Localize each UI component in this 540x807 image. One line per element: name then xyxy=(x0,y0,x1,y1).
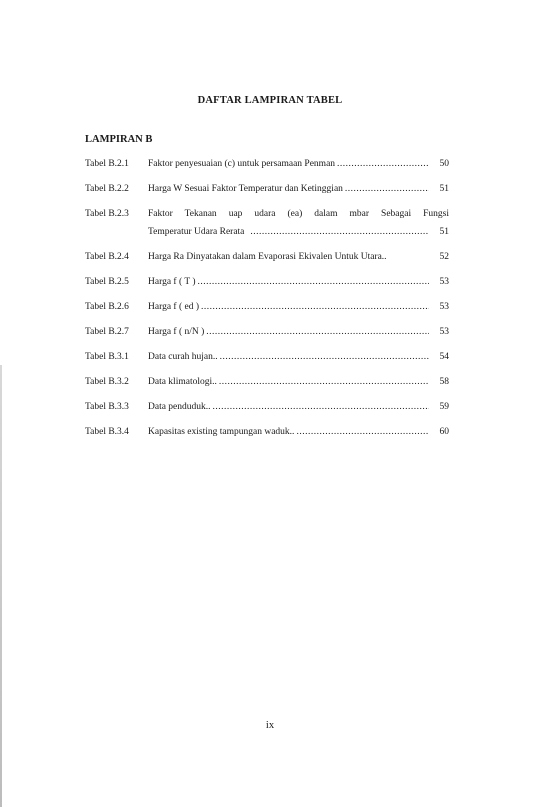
toc-entry-code: Tabel B.3.2 xyxy=(85,377,129,387)
toc-entry xyxy=(85,400,449,414)
toc-entry-page: 50 xyxy=(439,159,449,169)
toc-entry xyxy=(85,275,449,289)
toc-entry-code: Tabel B.3.1 xyxy=(85,352,129,362)
toc-entry-title: Harga f ( n/N ) xyxy=(148,327,205,337)
scan-page-edge xyxy=(0,365,2,807)
dot-leader xyxy=(201,300,429,314)
toc-entry xyxy=(85,350,449,364)
dot-leader xyxy=(206,325,429,339)
toc-entry xyxy=(85,157,449,171)
toc-entry xyxy=(85,300,449,314)
toc-entry-page: 51 xyxy=(439,227,449,237)
dot-leader xyxy=(213,400,429,414)
toc-entry-page: 59 xyxy=(439,402,449,412)
toc-entry-code: Tabel B.2.3 xyxy=(85,209,129,219)
toc-entry-page: 51 xyxy=(439,184,449,194)
dot-leader xyxy=(220,350,429,364)
toc-entry-code: Tabel B.2.5 xyxy=(85,277,129,287)
dot-leader xyxy=(219,375,429,389)
toc-entry-title: Data penduduk.. xyxy=(148,402,211,412)
toc-entry-page: 52 xyxy=(439,252,449,262)
dot-leader xyxy=(250,225,429,239)
toc-entry-title-line2: Temperatur Udara Rerata xyxy=(148,227,245,237)
dot-leader xyxy=(198,275,430,289)
dot-leader xyxy=(296,425,429,439)
toc-entry-code: Tabel B.3.3 xyxy=(85,402,129,412)
toc-entry-page: 54 xyxy=(439,352,449,362)
toc-entry-code: Tabel B.2.6 xyxy=(85,302,129,312)
toc-entry-title: Harga f ( T ) xyxy=(148,277,196,287)
dot-leader xyxy=(337,157,429,171)
toc-entry-title: Faktor penyesuaian (c) untuk persamaan Penman xyxy=(148,159,336,169)
toc-entry xyxy=(85,250,449,264)
toc-entry-page: 53 xyxy=(439,277,449,287)
page-title: DAFTAR LAMPIRAN TABEL xyxy=(197,95,343,106)
page-number: ix xyxy=(265,720,275,731)
toc-entry-page: 58 xyxy=(439,377,449,387)
toc-entry xyxy=(85,325,449,339)
toc-entry xyxy=(85,207,449,239)
toc-entry-code: Tabel B.2.7 xyxy=(85,327,129,337)
toc-entry-title: Harga Ra Dinyatakan dalam Evaporasi Ekivalen Untuk Utara.. xyxy=(148,252,387,262)
toc-entry-title: Data klimatologi.. xyxy=(148,377,217,387)
toc-entry xyxy=(85,182,449,196)
toc-entry-title: Kapasitas existing tampungan waduk.. xyxy=(148,427,295,437)
toc-entry-title: Harga W Sesuai Faktor Temperatur dan Ketinggian xyxy=(148,184,343,194)
toc-entry-page: 53 xyxy=(439,302,449,312)
toc-entry xyxy=(85,375,449,389)
section-heading: LAMPIRAN B xyxy=(85,134,153,145)
toc-entry-title: Harga f ( ed ) xyxy=(148,302,199,312)
toc-entry-code: Tabel B.2.4 xyxy=(85,252,129,262)
toc-entry-code: Tabel B.2.2 xyxy=(85,184,129,194)
toc-entry-page: 53 xyxy=(439,327,449,337)
dot-leader xyxy=(345,182,429,196)
toc-entry-page: 60 xyxy=(439,427,449,437)
toc-entry-code: Tabel B.2.1 xyxy=(85,159,129,169)
toc-entry xyxy=(85,425,449,439)
toc-entry-code: Tabel B.3.4 xyxy=(85,427,129,437)
toc-entry-title: Data curah hujan.. xyxy=(148,352,218,362)
toc-entry-title-line1: Faktor Tekanan uap udara (ea) dalam mbar Sebagai Fungsi xyxy=(148,209,449,219)
toc-list xyxy=(85,157,449,450)
